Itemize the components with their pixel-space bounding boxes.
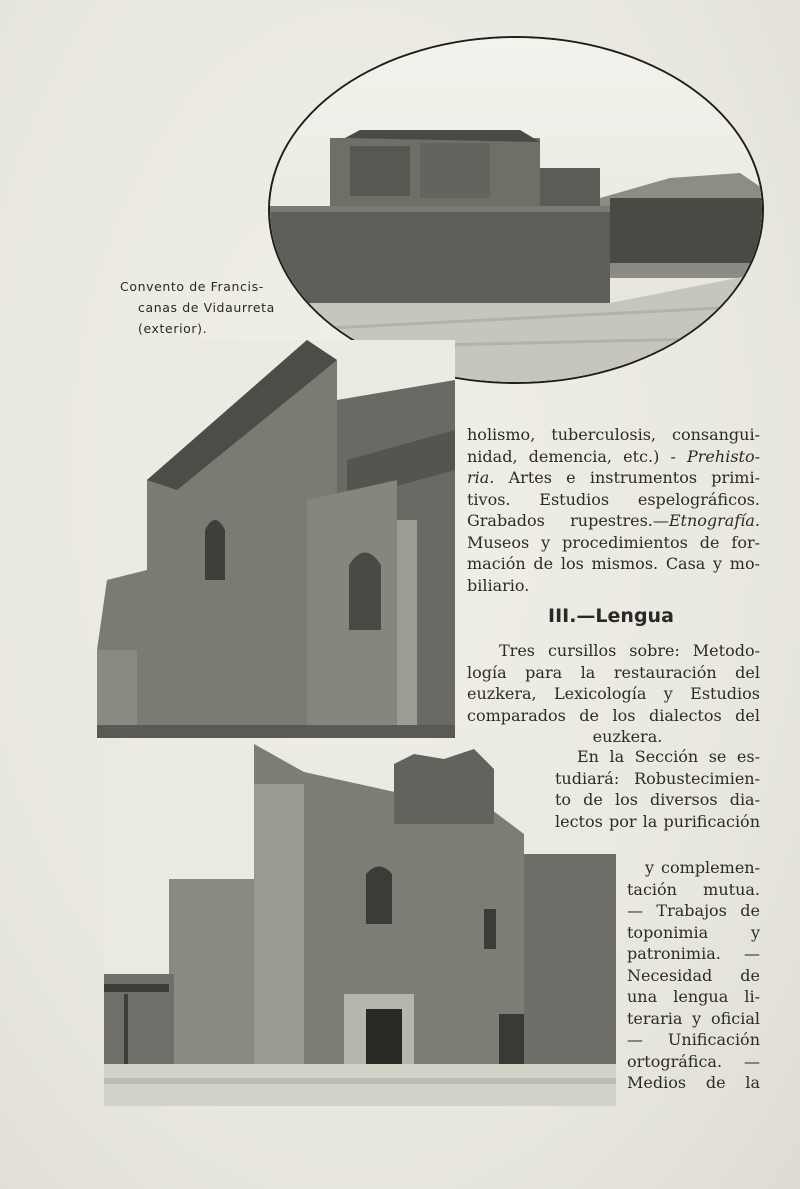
text-line: patronimia. —	[627, 944, 760, 963]
text-line: En la Sección se es-	[577, 747, 760, 766]
paragraph-courses	[467, 640, 760, 748]
text-line: comparados de los dialectos del	[467, 705, 760, 725]
paragraph-prehistory	[467, 424, 760, 596]
text-line: tudiará: Robustecimien-	[555, 768, 760, 788]
text-line: logía para la restauración del	[467, 662, 760, 682]
church-side-photo	[97, 340, 455, 738]
text-line	[467, 446, 760, 468]
italic-term: Etnografía.	[668, 511, 760, 530]
text-line: euzkera, Lexicología y Estudios	[467, 684, 760, 703]
caption-line: Convento de Francis-	[120, 279, 264, 294]
text-fragment: nidad, demencia, etc.) -	[467, 446, 676, 466]
text-fragment: Grabados rupestres.—	[467, 511, 669, 530]
text-line: y complemen-	[645, 858, 760, 877]
italic-term: Prehisto-	[687, 446, 760, 466]
text-line: toponimia y	[627, 922, 760, 942]
paragraph-section	[555, 746, 760, 832]
text-line: Museos y procedimientos de for-	[467, 532, 760, 552]
text-line: Tres cursillos sobre: Metodo-	[499, 641, 760, 660]
text-line: biliario.	[467, 575, 530, 595]
text-line: tivos. Estudios espelográficos.	[467, 489, 760, 509]
text-line	[467, 510, 760, 532]
text-line: Necesidad de	[627, 965, 760, 985]
caption-spanish	[120, 276, 288, 339]
text-line: mación de los mismos. Casa y mo-	[467, 554, 760, 573]
text-line: holismo, tuberculosis, consangui-	[467, 425, 760, 444]
text-line: euzkera.	[592, 727, 663, 746]
text-line: tación mutua.	[627, 879, 760, 899]
italic-term: ria.	[467, 468, 495, 487]
text-line: — Unificación	[627, 1030, 760, 1049]
text-line: ortográfica. —	[627, 1051, 760, 1071]
convent-exterior-photo	[268, 36, 764, 384]
paragraph-section-continued	[627, 857, 760, 1094]
text-line: teraria y oficial	[627, 1008, 760, 1028]
text-line: una lengua li-	[627, 987, 760, 1006]
text-fragment: Artes e instrumentos primi-	[494, 468, 760, 487]
section-heading: III.—Lengua	[548, 605, 674, 627]
caption-line: (exterior).	[138, 321, 208, 336]
church-front-photo	[104, 744, 616, 1106]
text-line	[467, 467, 760, 489]
text-line: Medios de la	[627, 1073, 760, 1092]
text-line: lectos por la purificación	[555, 811, 760, 831]
text-line: — Trabajos de	[627, 901, 760, 920]
text-line: to de los diversos dia-	[555, 790, 760, 809]
caption-line: canas de Vidaurreta	[138, 300, 275, 315]
